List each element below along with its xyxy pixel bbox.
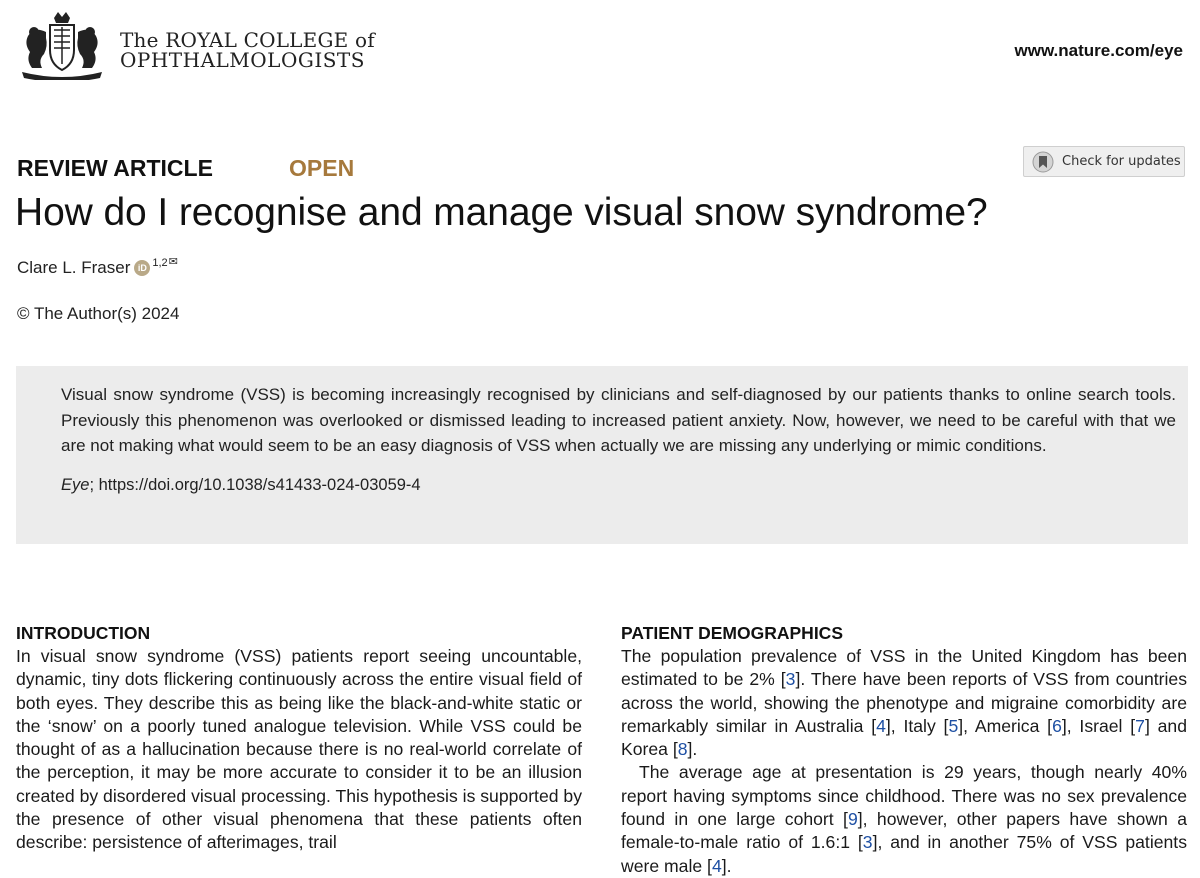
demographics-section: [621, 622, 1187, 878]
text-segment: ], America [: [958, 715, 1053, 736]
demographics-paragraph-2: [621, 761, 1187, 877]
abstract-box: [16, 366, 1188, 544]
abstract-text: Visual snow syndrome (VSS) is becoming increasingly recognised by clinicians and self-diagnosed by our patients thanks to online search tools. Previously this phenomenon was overlooked or dismissed leading to increased patient anxiety. Now, however, we need to be careful with that we are not making what would seem to be an easy diagnosis of VSS when actually we are missing any underlying or mimic conditions.: [61, 385, 1176, 455]
check-for-updates-label: Check for updates: [1062, 154, 1181, 169]
author-line: [17, 255, 178, 278]
text-segment: ], however, other papers have shown a female-to-male ratio of 1.6:1 [: [621, 809, 1187, 853]
demographics-paragraph-1: [621, 645, 1187, 761]
citation-link[interactable]: 4: [711, 855, 722, 876]
college-name-line2: OPHTHALMOLOGISTS: [120, 48, 365, 72]
text-segment: ] and Korea [: [621, 715, 1187, 760]
royal-crest-icon: [16, 12, 108, 80]
citation-link[interactable]: 5: [948, 715, 959, 736]
citation-link[interactable]: 7: [1135, 715, 1145, 736]
citation-link[interactable]: 8: [677, 739, 688, 760]
text-segment: ], Italy [: [885, 715, 949, 736]
article-type: REVIEW ARTICLE: [17, 155, 213, 181]
text-segment: The average age at presentation is 29 years, though nearly 40% report having symptoms since childhood. There was no sex prevalence found in one large cohort [: [621, 762, 1187, 830]
introduction-paragraph: In visual snow syndrome (VSS) patients report seeing uncountable, dynamic, tiny dots flickering continuously across the entire visual field of both eyes. They describe this as being like the black-and-white static or the ‘snow’ on a poorly tuned analogue television. While VSS could be thought of as a hallucination because there is no real-world correlate of the perception, it may be more accurate to consider it to be an illusion created by disordered visual processing. This hypothesis is supported by the presence of other visual phenomena that these patients often describe: persistence of afterimages, trail: [16, 646, 582, 853]
orcid-icon[interactable]: iD: [134, 260, 150, 276]
author-name[interactable]: Clare L. Fraser: [17, 258, 131, 277]
article-title: How do I recognise and manage visual snow syndrome?: [15, 191, 988, 234]
author-affiliations: 1,2: [152, 257, 168, 269]
citation-link[interactable]: 3: [785, 669, 796, 690]
email-icon[interactable]: ✉: [168, 255, 178, 268]
copyright-notice: © The Author(s) 2024: [17, 304, 180, 323]
text-segment: ]. There have been reports of VSS from countries across the world, showing the phenotype and migraine comorbidity are remarkably similar in Australia [: [621, 669, 1187, 736]
text-segment: ], and in another 75% of VSS patients were male [: [621, 832, 1187, 876]
check-for-updates-button[interactable]: [1023, 146, 1185, 177]
text-segment: ], Israel [: [1061, 715, 1136, 736]
college-name: [120, 30, 375, 70]
citation-link[interactable]: 9: [847, 809, 858, 830]
demographics-heading: PATIENT DEMOGRAPHICS: [621, 623, 843, 643]
doi-line: [61, 476, 1176, 495]
introduction-section: [16, 622, 582, 855]
citation-link[interactable]: 4: [876, 715, 886, 736]
doi-link[interactable]: ; https://doi.org/10.1038/s41433-024-03059-4: [89, 475, 421, 494]
college-name-line1: The ROYAL COLLEGE of: [120, 28, 375, 52]
citation-link[interactable]: 3: [862, 832, 873, 853]
text-segment: ].: [687, 739, 698, 760]
text-segment: ].: [721, 855, 732, 876]
journal-name: Eye: [61, 475, 90, 494]
bookmark-refresh-icon: [1032, 151, 1054, 173]
text-segment: The population prevalence of VSS in the United Kingdom has been estimated to be 2% [: [621, 646, 1187, 690]
open-access-badge: OPEN: [289, 155, 355, 181]
introduction-heading: INTRODUCTION: [16, 623, 151, 643]
journal-website-link[interactable]: www.nature.com/eye: [1014, 41, 1183, 60]
citation-link[interactable]: 6: [1052, 715, 1062, 736]
